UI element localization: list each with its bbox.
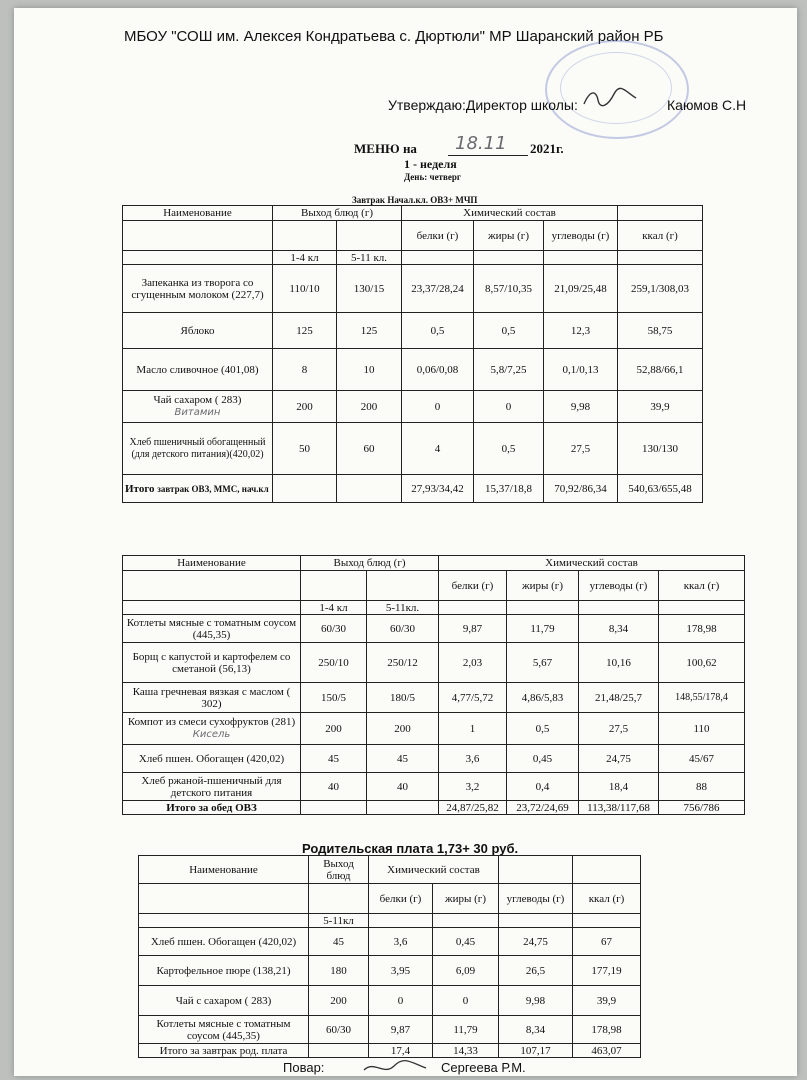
menu-date: 18.11	[455, 133, 507, 154]
handwritten-note: Витамин	[174, 407, 221, 418]
table-row: Чай сахаром ( 283) Витамин 200 200 0 0 9,98 39,9	[123, 391, 703, 423]
col-name: Наименование	[123, 206, 273, 221]
table-row: Компот из смеси сухофруктов (281) Кисель 200 200 1 0,5 27,5 110	[123, 713, 745, 745]
table-row: Каша гречневая вязкая с маслом ( 302) 150/5 180/5 4,77/5,72 4,86/5,83 21,48/25,7 148,55/178,4	[123, 683, 745, 713]
cook-signature	[360, 1058, 430, 1078]
table-row: Масло сливочное (401,08) 8 10 0,06/0,08 5,8/7,25 0,1/0,13 52,88/66,1	[123, 349, 703, 391]
total-row: Итого за обед ОВЗ 24,87/25,82 23,72/24,69 113,38/117,68 756/786	[123, 801, 745, 815]
director-name: Каюмов С.Н	[667, 97, 747, 113]
col-fat: жиры (г)	[474, 221, 544, 251]
col-grade2: 5-11 кл.	[337, 251, 402, 265]
col-carbs: углеводы (г)	[544, 221, 618, 251]
handwritten-note: Кисель	[192, 729, 231, 740]
menu-year: 2021г.	[530, 141, 564, 156]
menu-date-line	[448, 155, 528, 156]
col-protein: белки (г)	[402, 221, 474, 251]
day-label: День: четверг	[404, 172, 461, 182]
week-label: 1 - неделя	[404, 157, 457, 171]
table-row: Хлеб пшен. Обогащен (420,02) 45 45 3,6 0,45 24,75 45/67	[123, 745, 745, 773]
table-row: Картофельное пюре (138,21) 180 3,95 6,09 26,5 177,19	[139, 956, 641, 986]
total-row: Итого завтрак ОВЗ, ММС, нач.кл 27,93/34,42 15,37/18,8 70,92/86,34 540,63/655,48	[123, 475, 703, 503]
table-row: Котлеты мясные с томатным соусом (445,35) 60/30 9,87 11,79 8,34 178,98	[139, 1016, 641, 1044]
table-row: Запеканка из творога со сгущенным молоком (227,7) 110/10 130/15 23,37/28,24 8,57/10,35 21,09/25,48 259,1/308,03	[123, 265, 703, 313]
table-row: Хлеб пшен. Обогащен (420,02) 45 3,6 0,45 24,75 67	[139, 928, 641, 956]
parent-fee-table: Наименование Выход блюд Химический состав белки (г) жиры (г) углеводы (г) ккал (г) 5-11кл Хлеб пшен. Обогащен (420,02) 45 3,6 0,45 24,75 67 Картофельное пюре (138,21) 180 3,95 6,09 26,5 177,19 Чай с сахаром ( 283) 200 0 0 9,98 39,9 Котлеты мясные с томатным соусом (445,35) 60/30 9,87 11,79 8,34 178,98 Итого за завтрак род. плата 17,4 14,33 107,17 463,07	[138, 855, 641, 1058]
parent-fee-title: Родительская плата 1,73+ 30 руб.	[302, 841, 519, 856]
breakfast-caption: Завтрак Начал.кл. ОВЗ+ МЧП	[352, 195, 478, 205]
total-row: Итого за завтрак род. плата 17,4 14,33 107,17 463,07	[139, 1044, 641, 1058]
table-row: Хлеб пшеничный обогащенный (для детского питания)(420,02) 50 60 4 0,5 27,5 130/130	[123, 423, 703, 475]
col-grade1: 1-4 кл	[273, 251, 337, 265]
table-row: Хлеб ржаной-пшеничный для детского питания 40 40 3,2 0,4 18,4 88	[123, 773, 745, 801]
cook-name: Сергеева Р.М.	[441, 1060, 526, 1075]
cook-label: Повар:	[283, 1060, 325, 1075]
table-row: Чай с сахаром ( 283) 200 0 0 9,98 39,9	[139, 986, 641, 1016]
approval-label: Утверждаю:Директор школы:	[388, 97, 578, 113]
director-signature	[580, 86, 640, 110]
col-chem: Химический состав	[402, 206, 618, 221]
col-kcal: ккал (г)	[618, 221, 703, 251]
table-row: Борщ с капустой и картофелем со сметаной (56,13) 250/10 250/12 2,03 5,67 10,16 100,62	[123, 643, 745, 683]
table-row: Яблоко 125 125 0,5 0,5 12,3 58,75	[123, 313, 703, 349]
table-row: Котлеты мясные с томатным соусом (445,35) 60/30 60/30 9,87 11,79 8,34 178,98	[123, 615, 745, 643]
breakfast-table	[122, 205, 703, 503]
col-output: Выход блюд (г)	[273, 206, 402, 221]
lunch-table: Наименование Выход блюд (г) Химический состав белки (г) жиры (г) углеводы (г) ккал (г) 1-4 кл 5-11кл. Котлеты мясные с томатным соусом (445,35) 60/30 60/30 9,87 11,79 8,34 178,98 Борщ с капустой и картофелем со сметаной (56,13) 250/10 250/12 2,03 5,67 10,16 100,62 Каша гречневая вязкая с маслом ( 302) 150/5 180/5 4,77/5,72 4,86/5,83 21,48/25,7 148,55/178,4 Компот из смеси сухофруктов (281) Кисель 200 200 1 0,5 27,5 110 Хлеб пшен. Обогащен (420,02) 45 45 3,6 0,45 24,75 45/67 Хлеб ржаной-пшеничный для детского питания 40 40 3,2 0,4 18,4 88 Итого за обед ОВЗ 24,87/25,82 23,72/24,69 113,38/117,68 756/786	[122, 555, 745, 815]
menu-title: МЕНЮ на	[354, 141, 417, 156]
school-name: МБОУ "СОШ им. Алексея Кондратьева с. Дюртюли" МР Шаранский район РБ	[124, 28, 664, 45]
